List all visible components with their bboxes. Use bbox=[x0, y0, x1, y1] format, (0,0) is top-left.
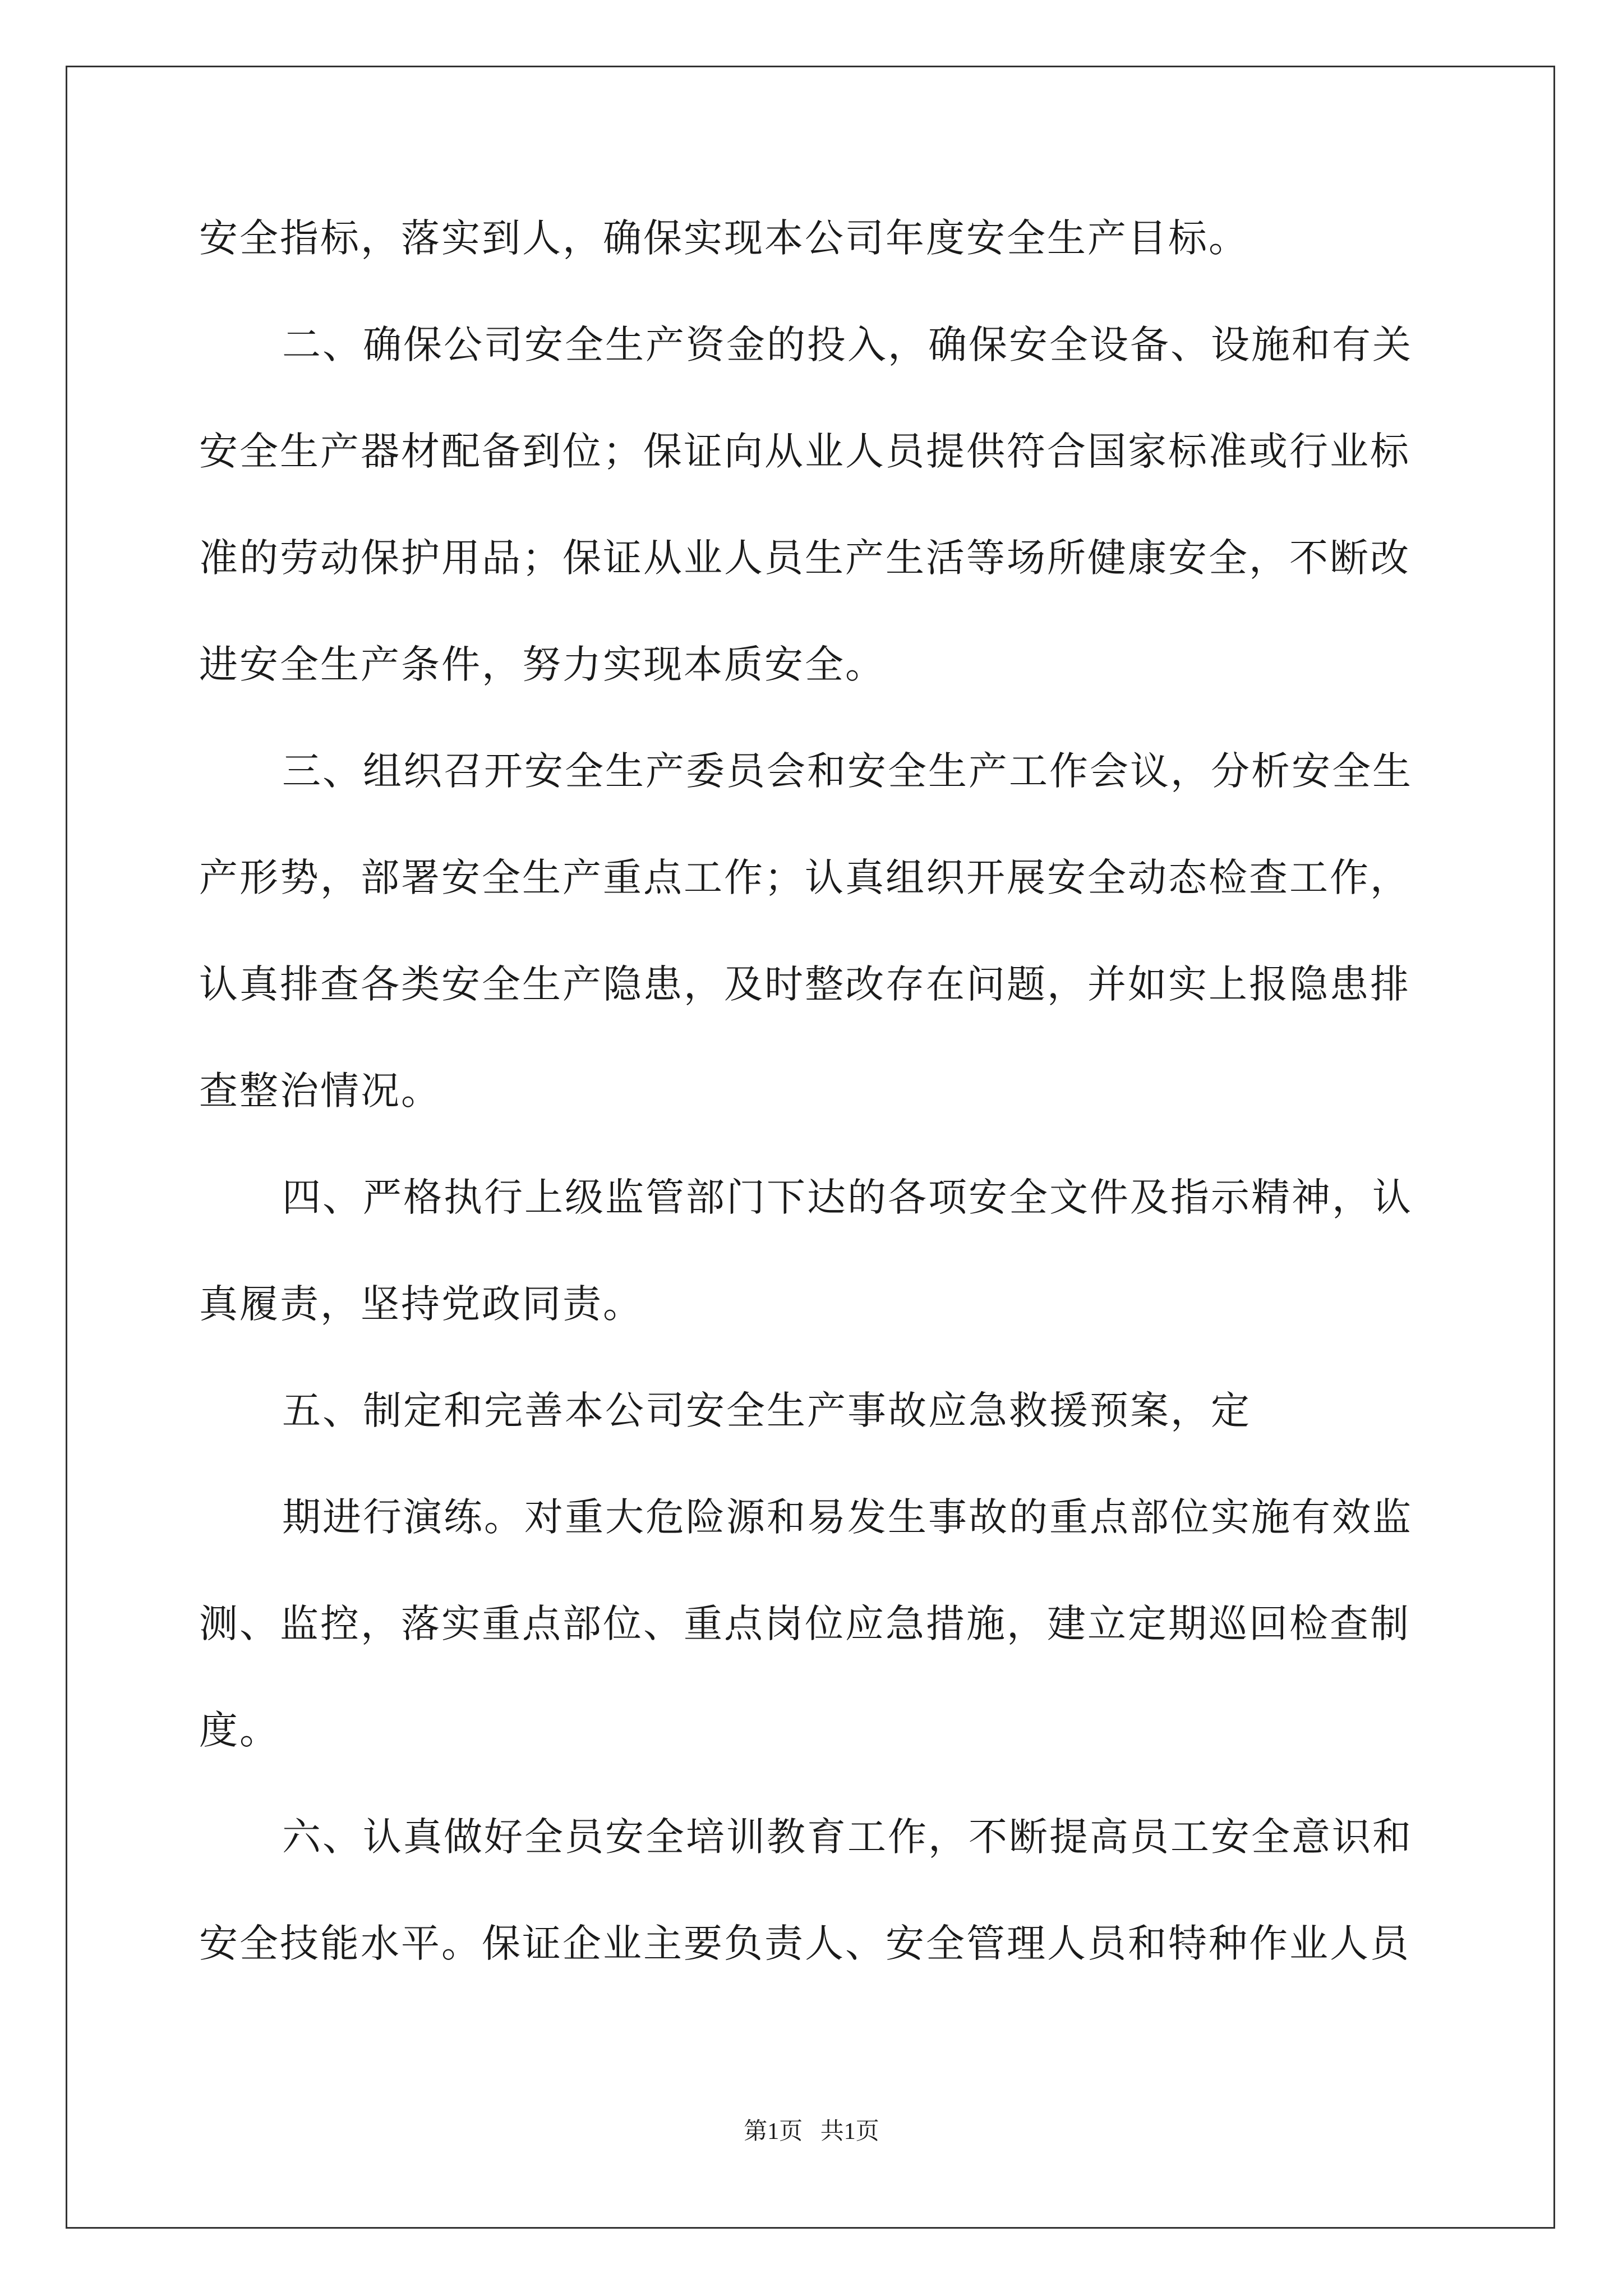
body-line: 真履责，坚持党政同责。 bbox=[199, 1282, 643, 1327]
body-line: 六、认真做好全员安全培训教育工作，不断提高员工安全意识和 bbox=[282, 1815, 1413, 1860]
body-line: 期进行演练。对重大危险源和易发生事故的重点部位实施有效监 bbox=[282, 1495, 1413, 1540]
body-line: 认真排查各类安全生产隐患，及时整改存在问题，并如实上报隐患排 bbox=[199, 962, 1410, 1007]
body-line: 进安全生产条件，努力实现本质安全。 bbox=[199, 642, 886, 687]
body-line: 二、确保公司安全生产资金的投入，确保安全设备、设施和有关 bbox=[282, 323, 1413, 367]
page-number-footer: 第1页 共1页 bbox=[744, 2119, 879, 2145]
page-frame bbox=[66, 66, 1555, 2229]
body-line: 查整治情况。 bbox=[199, 1069, 441, 1114]
body-line: 五、制定和完善本公司安全生产事故应急救援预案，定 bbox=[282, 1388, 1251, 1433]
body-line: 安全技能水平。保证企业主要负责人、安全管理人员和特种作业人员 bbox=[199, 1921, 1410, 1966]
body-line: 准的劳动保护用品；保证从业人员生产生活等场所健康安全，不断改 bbox=[199, 536, 1410, 581]
body-line: 产形势，部署安全生产重点工作；认真组织开展安全动态检查工作， bbox=[199, 855, 1410, 900]
body-line: 安全生产器材配备到位；保证向从业人员提供符合国家标准或行业标 bbox=[199, 429, 1410, 474]
body-line: 度。 bbox=[199, 1708, 280, 1753]
body-line: 测、监控，落实重点部位、重点岗位应急措施，建立定期巡回检查制 bbox=[199, 1602, 1410, 1646]
body-line: 三、组织召开安全生产委员会和安全生产工作会议，分析安全生 bbox=[282, 749, 1413, 794]
body-line: 四、严格执行上级监管部门下达的各项安全文件及指示精神，认 bbox=[282, 1175, 1413, 1220]
body-line: 安全指标，落实到人，确保实现本公司年度安全生产目标。 bbox=[199, 216, 1249, 261]
